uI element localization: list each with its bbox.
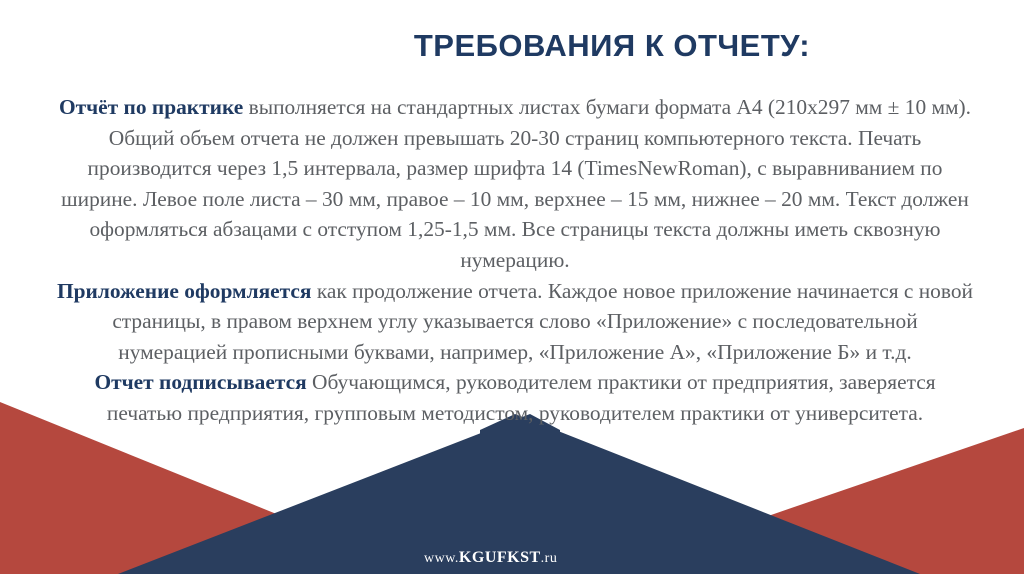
footer-suffix: .ru	[540, 551, 558, 566]
paragraph-report-lead: Отчёт по практике	[58, 95, 244, 119]
paragraph-appendix-text: как продолжение отчета. Каждое новое приложение начинается с новой страницы, в правом верхнем углу указывается слово «Приложение» с последовательной нумерацией прописными буквами, например, «Приложение А», «Приложение Б» и т.д.	[112, 278, 973, 364]
slide-title: ТРЕБОВАНИЯ К ОТЧЕТУ:	[413, 28, 811, 63]
paragraph-signing-text: Обучающимся, руководителем практики от предприятия, заверяется печатью предприятия, групповым методистом, руководителем практики от университета.	[106, 370, 936, 425]
paragraph-report	[56, 92, 974, 276]
slide-body	[56, 92, 974, 429]
footer-website	[424, 549, 557, 567]
footer-brand: KGUFKST	[458, 549, 541, 566]
footer-prefix: www.	[424, 551, 459, 566]
paragraph-signing-lead: Отчет подписывается	[94, 370, 307, 395]
paragraph-appendix	[56, 276, 974, 368]
paragraph-appendix-lead: Приложение оформляется	[57, 278, 312, 303]
paragraph-signing	[56, 367, 974, 428]
paragraph-report-text: выполняется на стандартных листах бумаги формата А4 (210х297 мм ± 10 мм). Общий объем отчета не должен превышать 20-30 страниц компьютерного текста. Печать производится через 1,5 интервала, размер шрифта 14 (TimesNewRoman), с выравниванием по ширине. Левое поле листа – 30 мм, правое – 10 мм, верхнее – 15 мм, нижнее – 20 мм. Текст должен оформляться абзацами с отступом 1,25-1,5 мм. Все страницы текста должны иметь сквозную нумерацию.	[61, 95, 972, 272]
